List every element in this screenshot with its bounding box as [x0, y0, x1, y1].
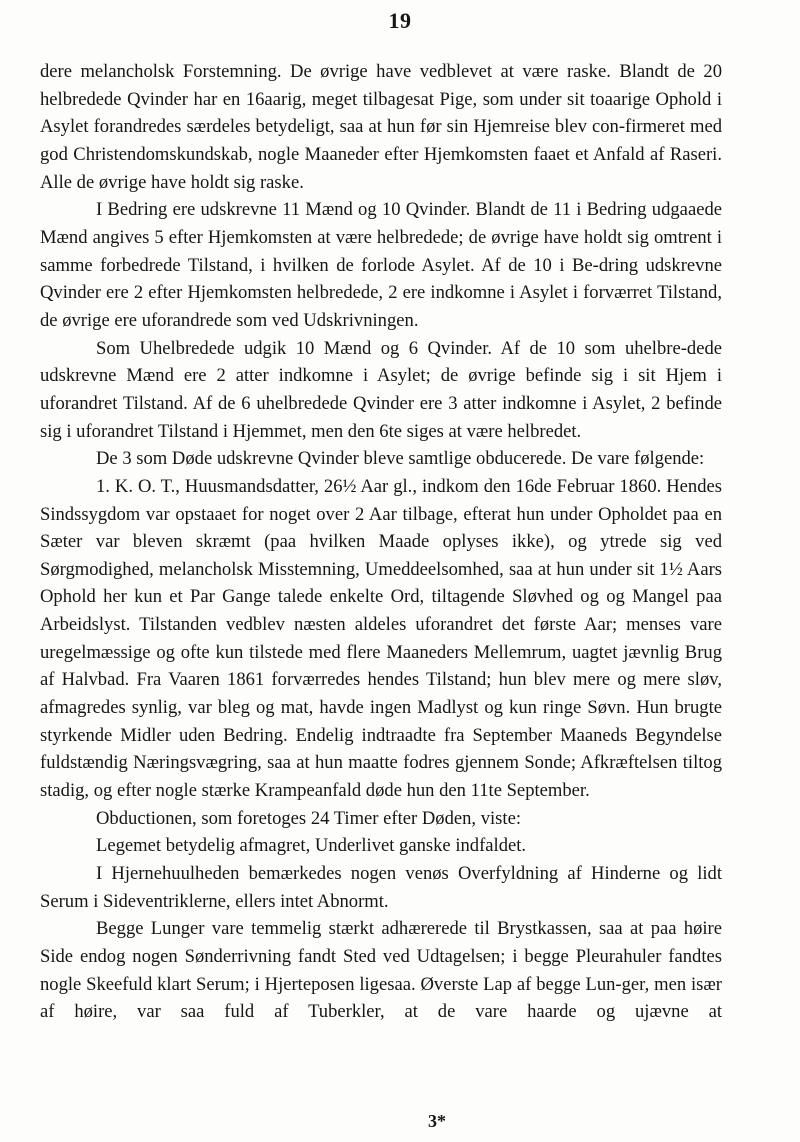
body-text — [40, 58, 722, 1026]
paragraph-2 — [40, 196, 722, 334]
paragraph-text: Som Uhelbredede udgik 10 Mænd og 6 Qvinder. Af de 10 som uhelbre-dede udskrevne Mænd ere 2 atter indkomne i Asylet; de øvrige befinde sig i sit Hjem i uforandret Tilstand. Af de 6 uhelbredede Qvinder ere 3 atter indkomne i Asylet, 2 befinde sig i uforandret Tilstand i Hjemmet, men den 6te siges at være helbredet. — [40, 337, 722, 442]
paragraph-9 — [40, 915, 722, 1026]
paragraph-1 — [40, 58, 722, 196]
paragraph-text: I Hjernehuulheden bemærkedes nogen venøs Overfyldning af Hinderne og lidt Serum i Sideventriklerne, ellers intet Abnormt. — [40, 863, 722, 912]
paragraph-text: Begge Lunger vare temmelig stærkt adhærerede til Brystkassen, saa at paa høire Side endog nogen Sønderrivning fandt Sted ved Udtagelsen; i begge Pleurahuler fandtes nogle Skeefuld klart Serum; i Hjerteposen ligesaa. Øverste Lap af begge Lun-ger, men især af høire, var saa fuld af Tuberkler, at de vare haarde og ujævne at — [40, 918, 722, 1023]
paragraph-8 — [40, 860, 722, 915]
paragraph-text: Legemet betydelig afmagret, Underlivet ganske indfaldet. — [96, 835, 527, 857]
paragraph-7 — [40, 832, 722, 860]
paragraph-text: 1. K. O. T., Huusmandsdatter, 26½ Aar gl., indkom den 16de Februar 1860. Hendes Sindssygdom var opstaaet for noget over 2 Aar tilbage, efterat hun under Opholdet paa en Sæter var bleven skræmt (paa hvilken Maade oplyses ikke), og ytrede sig ved Sørgmodighed, melancholsk Misstemning, Umeddeelsomhed, saa at hun under sit 1½ Aars Ophold her kun et Par Gange talede enkelte Ord, tiltagende Sløvhed og og Mangel paa Arbeidslyst. Tilstanden vedblev næsten aldeles uforandret det første Aar; menses vare uregelmæssige og ofte kun tilstede med flere Maaneders Mellemrum, uagtet jævnlig Brug af Halvbad. Fra Vaaren 1861 forværredes hendes Tilstand; hun blev mere og mere sløv, afmagredes synlig, var bleg og mat, havde ingen Madlyst og kun ringe Søvn. Hun brugte styrkende Midler uden Bedring. Endelig indtraadte fra September Maaneds Begyndelse fuldstændig Næringsvægring, saa at hun maatte fodres gjennem Sonde; Afkræftelsen tiltog stadig, og efter nogle stærke Krampeanfald døde hun den 11te September. — [40, 475, 722, 802]
paragraph-text: De 3 som Døde udskrevne Qvinder bleve samtlige obducerede. De vare følgende: — [96, 448, 705, 470]
page-number: 19 — [388, 8, 412, 33]
paragraph-text: I Bedring ere udskrevne 11 Mænd og 10 Qvinder. Blandt de 11 i Bedring udgaaede Mænd angives 5 efter Hjemkomsten at være helbredede; de øvrige have holdt sig omtrent i samme forbedrede Tilstand, i hvilken de forlode Asylet. Af de 10 i Be-dring udskrevne Qvinder ere 2 efter Hjemkomsten helbredede, 2 ere indkomne i Asylet i forværret Tilstand, de øvrige ere uforandrede som ved Udskrivningen. — [40, 199, 722, 331]
paragraph-text: Obductionen, som foretoges 24 Timer efter Døden, viste: — [96, 807, 522, 829]
signature-mark: 3* — [428, 1111, 446, 1131]
paragraph-6 — [40, 805, 722, 833]
paragraph-3 — [40, 335, 722, 446]
paragraph-4 — [40, 445, 722, 473]
paragraph-text: dere melancholsk Forstemning. De øvrige have vedblevet at være raske. Blandt de 20 helbredede Qvinder har en 16aarig, meget tilbagesat Pige, som under sit toaarige Ophold i Asylet forandredes særdeles betydeligt, saa at hun før sin Hjemreise blev con-firmeret med god Christendomskundskab, nogle Maaneder efter Hjemkomsten faaet et Anfald af Raseri. Alle de øvrige have holdt sig raske. — [40, 61, 722, 193]
paragraph-5 — [40, 473, 722, 805]
